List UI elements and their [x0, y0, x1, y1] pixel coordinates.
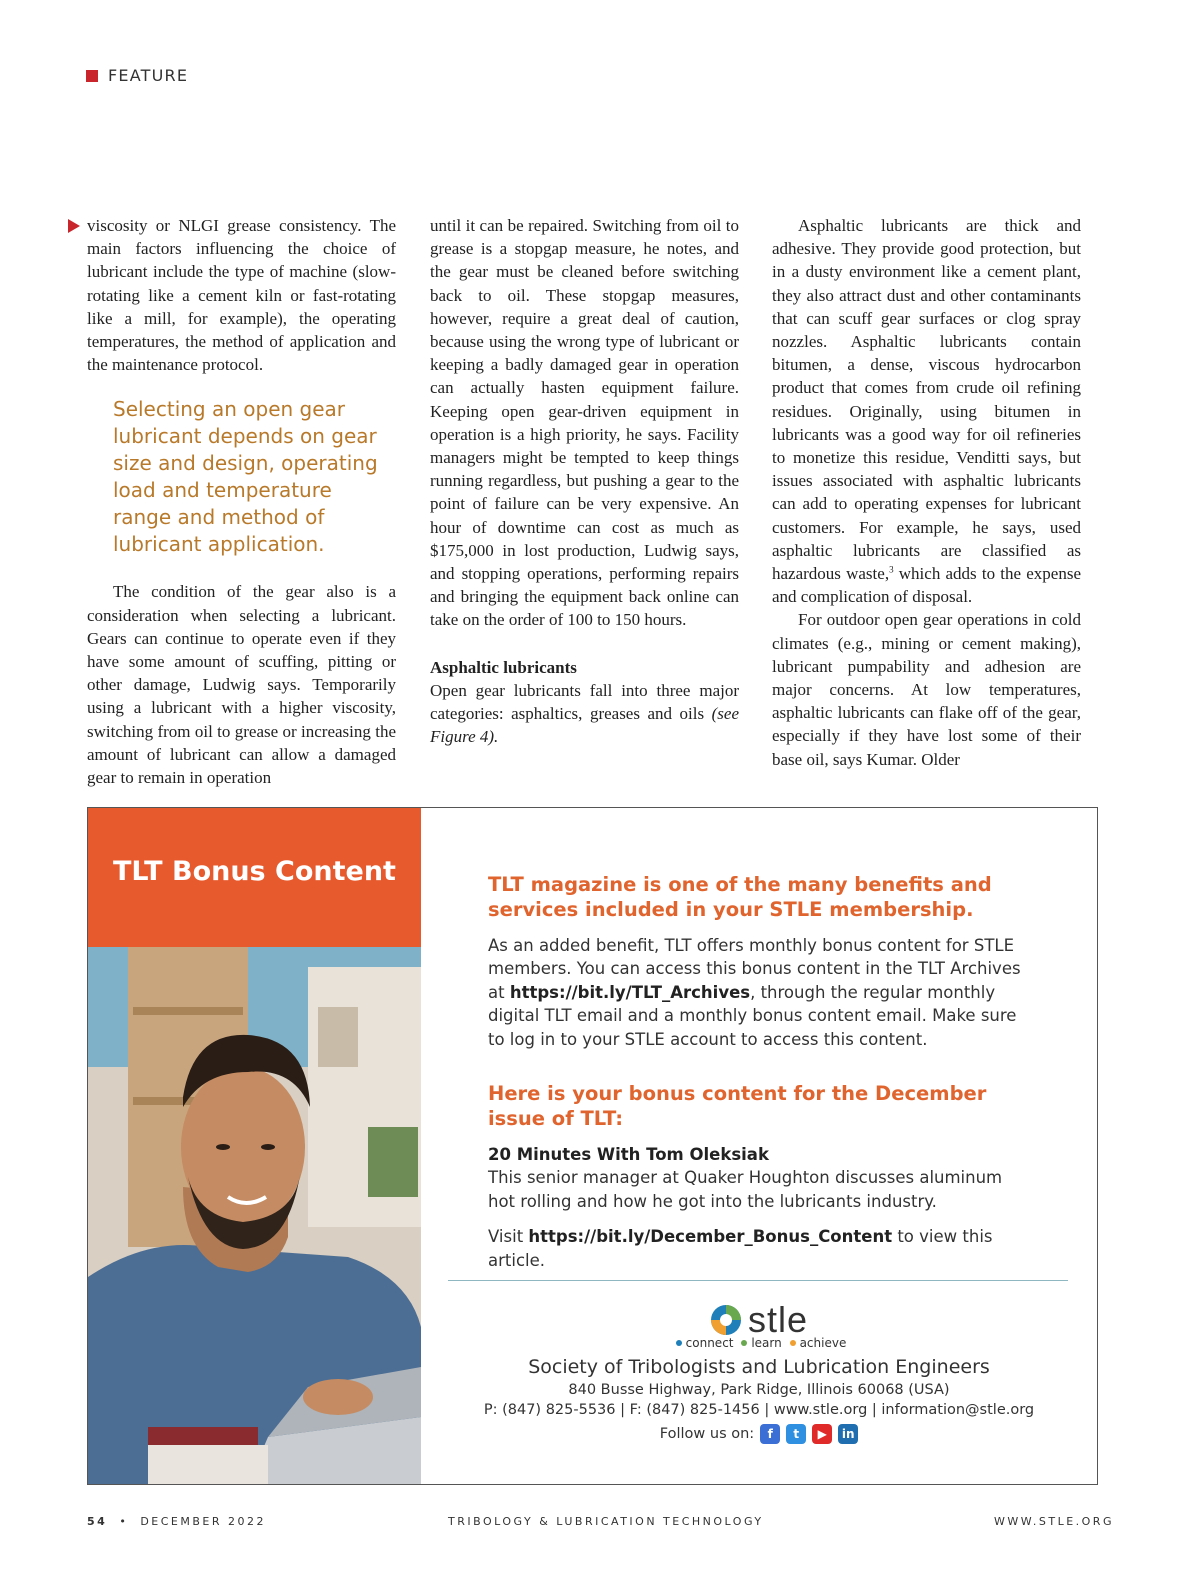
facebook-icon[interactable]: f [760, 1424, 780, 1444]
continuation-arrow-icon [68, 219, 80, 233]
section-tag [86, 66, 188, 85]
bonus-content-link[interactable]: https://bit.ly/December_Bonus_Content [528, 1227, 893, 1247]
figure-reference: (see Figure 4). [430, 704, 739, 747]
linkedin-icon[interactable]: in [838, 1424, 858, 1444]
follow-label: Follow us on: [659, 1426, 755, 1442]
footer-separator: • [119, 1515, 129, 1528]
col1-paragraph-1: viscosity or NLGI grease consistency. The main factors influencing the choice of lubricant include the type of machine (slow-rotating like a cement kiln or fast-rotating like a mill, for example), the operating temperatures, the method of application and the maintenance protocol. [87, 216, 396, 375]
page-number: 54 [87, 1515, 108, 1528]
article-title: 20 Minutes With Tom Oleksiak [488, 1145, 769, 1165]
tag-dot-icon [676, 1340, 682, 1346]
archive-link[interactable]: https://bit.ly/TLT_Archives [509, 982, 751, 1002]
visit-a: Visit [488, 1227, 529, 1247]
stle-logo [421, 1300, 1097, 1340]
col3-paragraph-1-end: which adds to the expense and complication of disposal. [772, 564, 1082, 607]
stle-tagline [421, 1336, 1097, 1350]
section-square-icon [86, 70, 98, 82]
org-address: 840 Busse Highway, Park Ridge, Illinois 60068 (USA) [568, 1382, 950, 1398]
youtube-icon[interactable]: ▶ [812, 1424, 832, 1444]
org-contact: P: (847) 825-5536 | F: (847) 825-1456 | www.stle.org | information@stle.org [483, 1402, 1035, 1418]
bonus-body-b: , through the regular monthly digital TLT email and a monthly bonus content email. Make sure to log in to your STLE account to access this content. [488, 982, 1017, 1049]
bonus-content-box [87, 807, 1098, 1485]
bonus-left-panel [88, 808, 421, 1484]
article-column-3 [772, 214, 1081, 771]
tag-dot-icon [790, 1340, 796, 1346]
article-column-1 [87, 214, 396, 789]
man-with-laptop-photo [88, 947, 421, 1484]
article-description: This senior manager at Quaker Houghton discusses aluminum hot rolling and how he got into the lubricants industry. [488, 1168, 1003, 1211]
footer-left [87, 1515, 266, 1528]
footnote-ref: 3 [889, 564, 894, 575]
col3-paragraph-1 [772, 214, 1081, 608]
visit-b: to view this article. [488, 1227, 993, 1270]
col1-paragraph-2: The condition of the gear also is a consideration when selecting a lubricant. Gears can continue to operate even if they have some amount of scuffing, pitting or other damage, Ludwig says. Temporarily using a lubricant with a higher viscosity, switching from oil to grease or increasing the amount of lubricant can allow a damaged gear to remain in operation [87, 582, 396, 788]
stle-globe-icon [710, 1304, 742, 1336]
col3-paragraph-1-text: Asphaltic lubricants are thick and adhesive. They provide good protection, but in a dusty environment like a cement plant, they also attract dust and other contaminants that can scuff gear surfaces or clog spray nozzles. Asphaltic lubricants contain bitumen, a dense, viscous hydrocarbon product that comes from crude oil refining residues. Originally, using bitumen in lubricants was a good way for oil refineries to monetize this residue, Venditti says, but issues associated with asphaltic lubricants can add to operating expenses for lubricant customers. For example, he says, used asphaltic lubricants are classified as hazardous waste, [772, 216, 1081, 584]
bonus-title: TLT Bonus Content [113, 856, 396, 887]
bonus-text-panel [488, 872, 1028, 1272]
pull-quote: Selecting an open gear lubricant depends on gear size and design, operating load and temperature range and method of lubricant application. [113, 397, 378, 557]
stle-wordmark: stle [747, 1299, 809, 1340]
bonus-divider [448, 1280, 1068, 1281]
follow-us [421, 1424, 1097, 1444]
issue-heading: Here is your bonus content for the December issue of TLT: [488, 1082, 987, 1131]
stle-contact-block [421, 1300, 1097, 1444]
issue-date: DECEMBER 2022 [140, 1515, 266, 1528]
bonus-body-a: As an added benefit, TLT offers monthly bonus content for STLE members. You can access this bonus content in the TLT Archives at [488, 936, 1021, 1002]
tag-learn: learn [751, 1336, 782, 1350]
col2-paragraph-1: until it can be repaired. Switching from oil to grease is a stopgap measure, he notes, and the gear must be cleaned before switching back to oil. These stopgap measures, however, require a great deal of caution, because using the wrong type of lubricant or keeping a badly damaged gear in operation can actually hasten equipment failure. Keeping open gear-driven equipment in operation is a high priority, he says. Facility managers might be tempted to keep things running regardless, but pushing a gear to the point of failure can be very expensive. An hour of downtime can cost as much as $175,000 in lost production, Ludwig says, and stopping operations, performing repairs and bringing the equipment back online can take on the order of 100 to 150 hours. [430, 216, 739, 630]
org-name: Society of Tribologists and Lubrication Engineers [528, 1356, 990, 1378]
col3-paragraph-2: For outdoor open gear operations in cold climates (e.g., mining or cement making), lubricant pumpability and adhesion are major concerns. At low temperatures, asphaltic lubricants can flake off of the gear, especially if they have lost some of their base oil, says Kumar. Older [772, 610, 1081, 769]
visit-line [488, 1225, 1028, 1272]
footer-website[interactable]: WWW.STLE.ORG [994, 1515, 1114, 1528]
subhead-asphaltic: Asphaltic lubricants [430, 657, 577, 677]
bonus-headline: TLT magazine is one of the many benefits and services included in your STLE membership. [488, 873, 992, 921]
tag-dot-icon [741, 1340, 747, 1346]
tag-achieve: achieve [799, 1336, 847, 1350]
article-column-2 [430, 214, 739, 748]
col2-paragraph-2 [430, 679, 739, 749]
section-label: FEATURE [108, 66, 189, 85]
footer-publication: TRIBOLOGY & LUBRICATION TECHNOLOGY [448, 1515, 764, 1528]
col2-paragraph-2-text: Open gear lubricants fall into three major categories: asphaltics, greases and oils [430, 680, 739, 724]
bonus-title-banner [88, 808, 421, 947]
twitter-icon[interactable]: t [786, 1424, 806, 1444]
bonus-body [488, 934, 1028, 1051]
tag-connect: connect [685, 1336, 734, 1350]
